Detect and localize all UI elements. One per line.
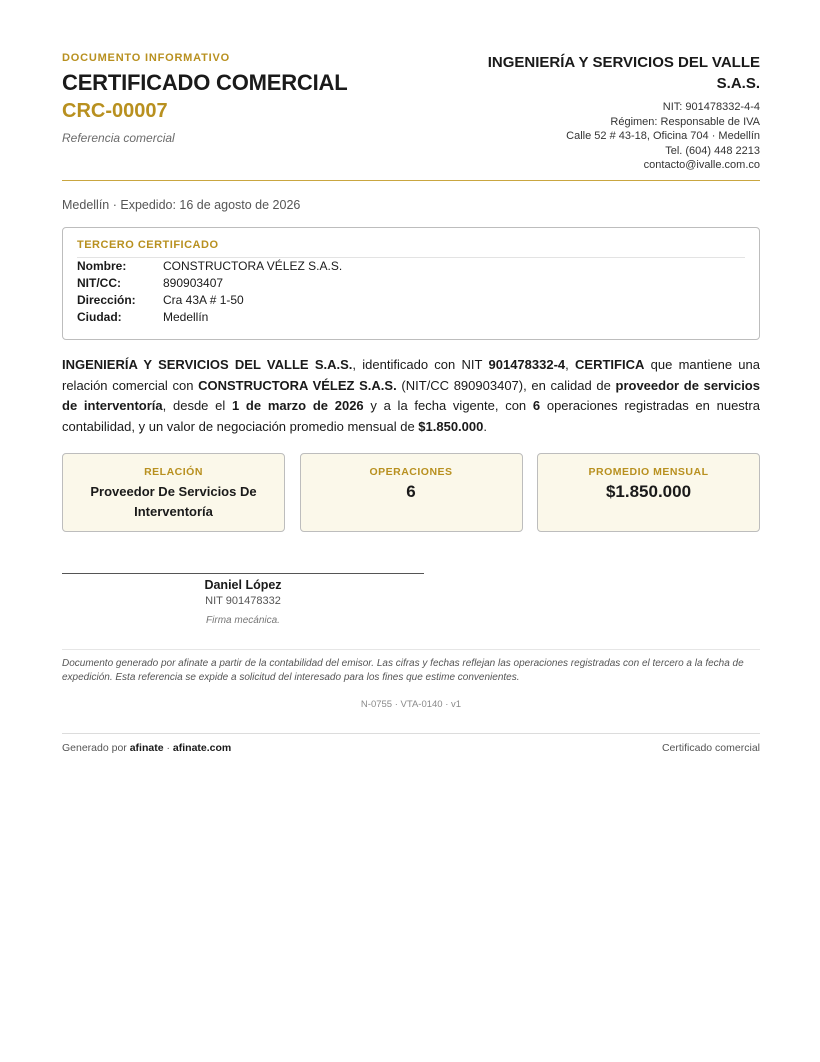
cert-text: que mantiene una relación comercial con: [62, 357, 760, 393]
cert-issuer-name: INGENIERÍA Y SERVICIOS DEL VALLE S.A.S.: [62, 357, 353, 372]
cert-average: $1.850.000: [418, 419, 484, 435]
document-title: CERTIFICADO COMERCIAL: [62, 70, 348, 95]
signer-name: Daniel López: [204, 578, 282, 592]
cert-text: .: [483, 419, 487, 435]
issuer-phone: Tel. (604) 448 2213: [665, 144, 760, 157]
footer-generated-by: [62, 742, 231, 754]
third-party-box: [62, 227, 760, 340]
cert-ops: 6: [532, 398, 541, 414]
field-value: 890903407: [163, 276, 224, 290]
field-label: Nombre:: [77, 259, 127, 273]
summary-cards: [62, 453, 760, 532]
third-party-row-name: [77, 258, 745, 275]
issuer-name: INGENIERÍA Y SERVICIOS DEL VALLE S.A.S.: [487, 54, 760, 92]
third-party-row-address: [77, 292, 745, 309]
third-party-row-city: [77, 309, 745, 326]
third-party-row-nit: [77, 275, 745, 292]
card-label: PROMEDIO MENSUAL: [588, 466, 709, 478]
signature-note: Firma mecánica.: [206, 615, 280, 626]
cert-text: , identificado con NIT: [352, 357, 489, 372]
field-label: Ciudad:: [77, 310, 122, 324]
header-divider: [62, 180, 760, 181]
issuer-regime: Régimen: Responsable de IVA: [610, 115, 760, 128]
certification-paragraph: [62, 355, 760, 438]
reference-code: N-0755 · VTA-0140 · v1: [360, 699, 462, 710]
issuer-block: [460, 52, 760, 173]
summary-card-monthly-average: [537, 453, 760, 532]
card-value: Proveedor De Servicios De Interventoría: [90, 484, 257, 519]
cert-start-date: 1 de marzo de 2026: [231, 398, 364, 414]
card-label: OPERACIONES: [369, 466, 453, 478]
footer-brand[interactable]: afinate: [129, 742, 164, 754]
cert-text: (NIT/CC 890903407), en calidad de: [396, 377, 616, 393]
field-label: Dirección:: [77, 293, 136, 307]
footer-doc-type: Certificado comercial: [661, 742, 760, 754]
cert-text: operaciones registradas en nuestra contabilidad, y un valor de negociación promedio mensual de: [62, 398, 760, 435]
cert-certifica: CERTIFICA: [575, 357, 645, 372]
summary-card-operations: [300, 453, 523, 532]
disclaimer-text: Documento generado por afinate a partir de la contabilidad del emisor. Las cifras y fechas reflejan las operaciones registradas con el tercero a la fecha de expedición. Esta referencia se expide a solicitud del interesado para los fines que estime convenientes.: [62, 658, 744, 683]
cert-role: proveedor de servicios de interventoría: [62, 377, 760, 414]
field-value: CONSTRUCTORA VÉLEZ S.A.S.: [163, 259, 343, 273]
cert-text: , desde el: [162, 398, 232, 414]
place-date: Medellín · Expedido: 16 de agosto de 2026: [62, 198, 301, 212]
disclaimer-divider: [62, 649, 760, 650]
third-party-title: TERCERO CERTIFICADO: [77, 239, 745, 258]
issuer-email[interactable]: contacto@ivalle.com.co: [643, 159, 760, 171]
footer-divider: [62, 733, 760, 734]
signature-line: [62, 573, 424, 574]
footer-site-link[interactable]: afinate.com: [172, 742, 232, 754]
document-code: CRC-00007: [62, 100, 168, 122]
footer-separator: ·: [163, 742, 173, 754]
cert-issuer-nit: 901478332-4: [488, 357, 566, 372]
issuer-address: Calle 52 # 43-18, Oficina 704 · Medellín: [566, 130, 760, 142]
summary-card-relation: [62, 453, 285, 532]
cert-third-name: CONSTRUCTORA VÉLEZ S.A.S.: [198, 377, 397, 393]
field-value: Cra 43A # 1-50: [163, 293, 244, 307]
footer-generated-label: Generado por: [62, 742, 130, 754]
document-kicker: DOCUMENTO INFORMATIVO: [62, 52, 230, 64]
cert-text: y a la fecha vigente, con: [363, 398, 533, 414]
card-label: RELACIÓN: [144, 466, 203, 478]
signer-id: NIT 901478332: [205, 595, 281, 607]
cert-text: ,: [565, 357, 576, 372]
field-label: NIT/CC:: [77, 276, 121, 290]
field-value: Medellín: [163, 310, 209, 324]
card-value: 6: [406, 482, 416, 501]
issuer-nit: NIT: 901478332-4-4: [662, 101, 760, 113]
document-header: [62, 52, 760, 171]
document-reference: Referencia comercial: [62, 131, 175, 145]
card-value: $1.850.000: [605, 482, 692, 501]
